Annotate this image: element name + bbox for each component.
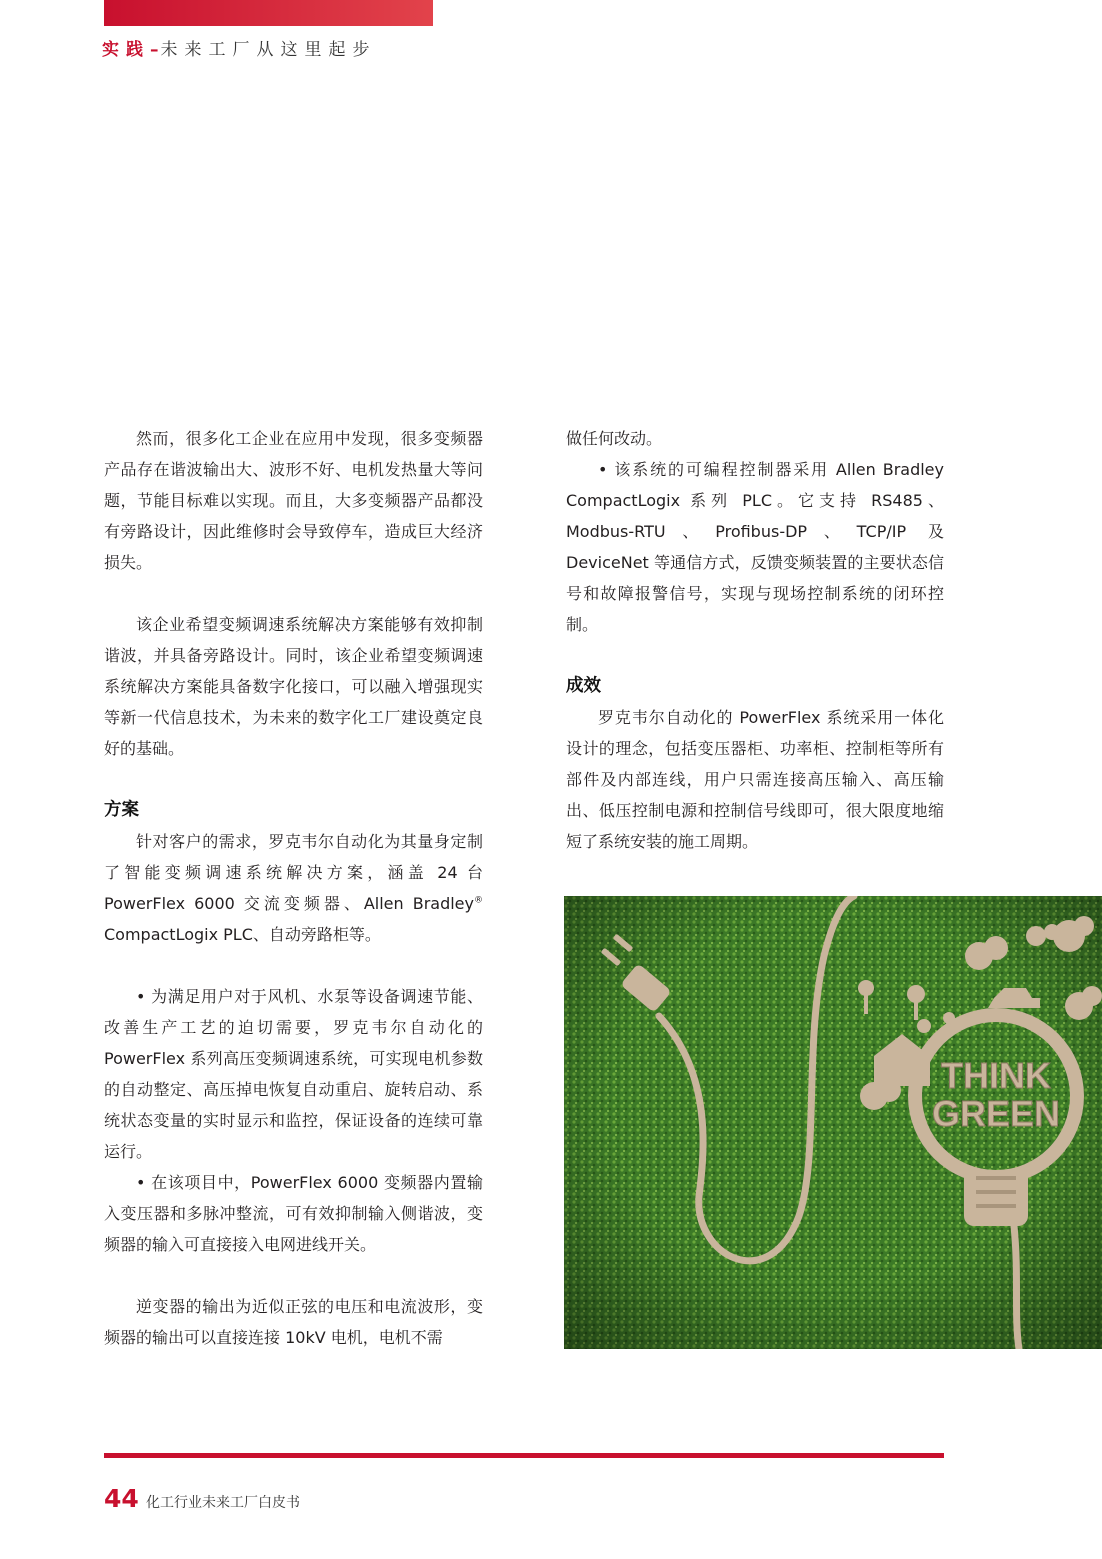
header-section-label: 实践 [102, 40, 150, 60]
paragraph-result: 罗克韦尔自动化的 PowerFlex 系统采用一体化设计的理念，包括变压器柜、功率柜、控制柜等所有部件及内部连线，用户只需连接高压输入、高压输出、低压控制电源和控制信号线即可，很大限度地缩短了系统安装的施工周期。 [566, 708, 944, 851]
header-color-bar [104, 0, 433, 26]
footer-title: 化工行业未来工厂白皮书 [146, 1495, 300, 1511]
heading-solution: 方案 [104, 800, 139, 820]
green-text: GREEN [931, 1093, 1061, 1134]
right-column [566, 423, 944, 857]
header-subtitle: 未来工厂从这里起步 [160, 40, 377, 60]
page-number: 44 [104, 1484, 139, 1513]
think-green-image [564, 896, 1102, 1349]
paragraph-problem: 然而，很多化工企业在应用中发现，很多变频器产品存在谐波输出大、波形不好、电机发热量大等问题，节能目标难以实现。而且，大多变频器产品都没有旁路设计，因此维修时会导致停车，造成巨大经济损失。 [104, 429, 483, 572]
think-text: THINK [941, 1055, 1051, 1096]
paragraph-continuation: 做任何改动。 [566, 429, 663, 448]
paragraph-requirement: 该企业希望变频调速系统解决方案能够有效抑制谐波，并具备旁路设计。同时，该企业希望变频调速系统解决方案能具备数字化接口，可以融入增强现实等新一代信息技术，为未来的数字化工厂建设奠定良好的基础。 [104, 615, 483, 758]
paragraph-inverter-output: 逆变器的输出为近似正弦的电压和电流波形，变频器的输出可以直接连接 10kV 电机，电机不需 [104, 1297, 483, 1347]
section-header [102, 35, 377, 60]
left-column [104, 423, 483, 1353]
bullet-powerflex-6000: • 在该项目中，PowerFlex 6000 变频器内置输入变压器和多脉冲整流，可有效抑制输入侧谐波，变频器的输入可直接接入电网进线开关。 [104, 1173, 483, 1254]
solution-text-tail: CompactLogix PLC、自动旁路柜等。 [104, 925, 381, 944]
footer-rule [104, 1453, 944, 1458]
paragraph-solution [104, 826, 483, 950]
solution-text: 针对客户的需求，罗克韦尔自动化为其量身定制了智能变频调速系统解决方案，涵盖 24 台 PowerFlex 6000 交流变频器、Allen Bradley [104, 832, 483, 913]
registered-mark: ® [474, 895, 483, 906]
header-dash: – [150, 40, 161, 60]
heading-result: 成效 [566, 676, 601, 696]
bullet-powerflex-features: • 为满足用户对于风机、水泵等设备调速节能、改善生产工艺的迫切需要，罗克韦尔自动化的 PowerFlex 系列高压变频调速系统，可实现电机参数的自动整定、高压掉电恢复自动重启、旋转启动、系统状态变量的实时显示和监控，保证设备的连续可靠运行。 [104, 987, 483, 1161]
bullet-plc: • 该系统的可编程控制器采用 Allen Bradley CompactLogix 系列 PLC。它支持 RS485、Modbus-RTU、Profibus-DP、TCP/IP 及 DeviceNet 等通信方式，反馈变频装置的主要状态信号和故障报警信号，实现与现场控制系统的闭环控制。 [566, 460, 944, 634]
